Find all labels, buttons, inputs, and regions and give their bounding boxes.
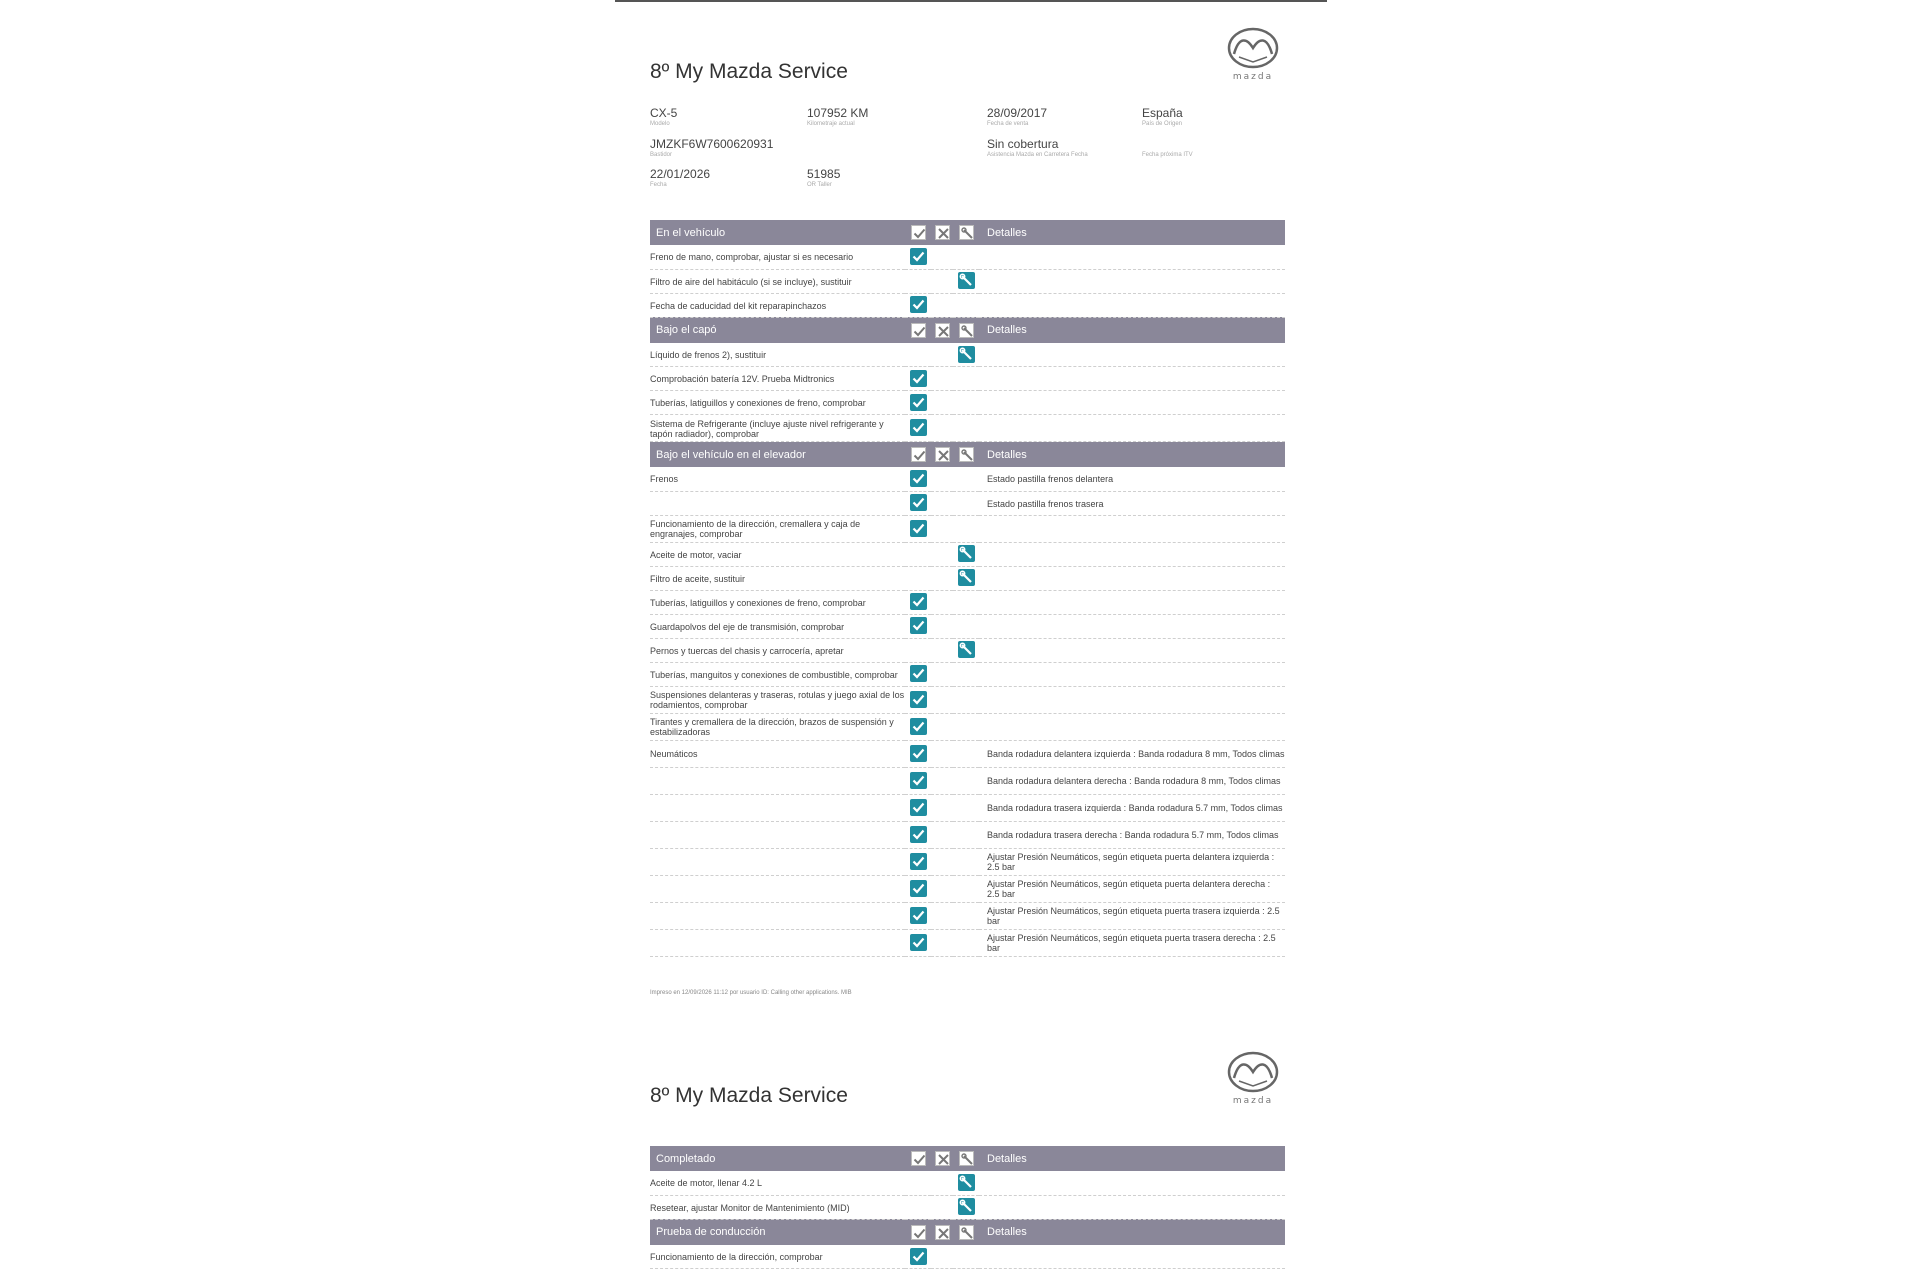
item-details: Estado pastilla frenos trasera [979,491,1285,515]
section-header [650,1146,1285,1171]
item-details [979,638,1285,662]
item-name: Aceite de motor, llenar 4.2 L [650,1171,905,1195]
item-details: Ajustar Presión Neumáticos, según etiqueta puerta trasera derecha : 2.5 bar [979,929,1285,956]
model-field: CX-5 Modelo [650,106,678,127]
status-check-icon [910,1248,927,1265]
item-name: Tuberías, manguitos y conexiones de combustible, comprobar [650,662,905,686]
table-row [650,794,1285,821]
item-name [650,929,905,956]
status-wrench-icon [958,545,975,562]
section-header [650,442,1285,468]
table-row [650,391,1285,415]
item-details [979,590,1285,614]
item-details [979,391,1285,415]
item-name: Tuberías, latiguillos y conexiones de freno, comprobar [650,590,905,614]
details-header: Detalles [979,1219,1285,1245]
wrench-icon [959,1225,974,1240]
item-name: Filtro de aceite, sustituir [650,566,905,590]
status-check-icon [910,745,927,762]
item-name: Frenos [650,467,905,491]
service-checklist [650,1146,1285,1269]
item-name [650,875,905,902]
check-icon [911,1225,926,1240]
item-details: Banda rodadura trasera derecha : Banda rodadura 5.7 mm, Todos climas [979,821,1285,848]
section-header [650,317,1285,343]
item-details [979,1171,1285,1195]
details-header: Detalles [979,1146,1285,1171]
item-details [979,662,1285,686]
status-check-icon [910,248,927,265]
coverage-field: Sin cobertura Asistencia Mazda en Carretera Fecha [987,137,1088,158]
mazda-logo-icon [1221,1050,1285,1096]
cross-icon [935,1225,950,1240]
item-name: Fecha de caducidad del kit reparapinchazos [650,293,905,317]
check-icon [911,323,926,338]
cross-icon [935,225,950,240]
status-wrench-icon [958,1174,975,1191]
status-check-icon [910,394,927,411]
item-name [650,491,905,515]
item-details: Banda rodadura trasera izquierda : Banda rodadura 5.7 mm, Todos climas [979,794,1285,821]
status-check-icon [910,907,927,924]
status-check-icon [910,617,927,634]
check-icon [911,1151,926,1166]
item-name: Suspensiones delanteras y traseras, rotulas y juego axial de los rodamientos, comprobar [650,686,905,713]
item-name: Resetear, ajustar Monitor de Mantenimiento (MID) [650,1195,905,1219]
status-check-icon [910,419,927,436]
item-details: Banda rodadura delantera izquierda : Banda rodadura 8 mm, Todos climas [979,740,1285,767]
mazda-logo-icon [1221,26,1285,72]
section-title: Prueba de conducción [650,1219,905,1245]
or-field: 51985 OR Taller [807,167,841,188]
vin-field: JMZKF6W7600620931 Bastidor [650,137,774,158]
table-row [650,1245,1285,1269]
status-check-icon [910,370,927,387]
page-title: 8º My Mazda Service [650,1084,848,1107]
details-header: Detalles [979,317,1285,343]
status-wrench-icon [958,569,975,586]
status-wrench-icon [958,346,975,363]
table-row [650,515,1285,542]
table-row [650,245,1285,269]
table-row [650,566,1285,590]
item-details [979,415,1285,442]
item-name [650,902,905,929]
item-details: Ajustar Presión Neumáticos, según etiqueta puerta trasera izquierda : 2.5 bar [979,902,1285,929]
item-name: Tuberías, latiguillos y conexiones de freno, comprobar [650,391,905,415]
item-details: Ajustar Presión Neumáticos, según etiqueta puerta delantera izquierda : 2.5 bar [979,848,1285,875]
wrench-icon [959,225,974,240]
status-check-icon [910,826,927,843]
coverage-end-field: Fecha próxima ITV [1142,152,1193,158]
item-details [979,1195,1285,1219]
section-title: En el vehículo [650,220,905,245]
status-check-icon [910,593,927,610]
table-row [650,367,1285,391]
item-details [979,1245,1285,1269]
item-name: Comprobación batería 12V. Prueba Midtronics [650,367,905,391]
cross-icon [935,323,950,338]
item-details [979,293,1285,317]
table-row [650,415,1285,442]
item-details [979,614,1285,638]
status-check-icon [910,772,927,789]
cross-icon [935,447,950,462]
table-row [650,902,1285,929]
table-row [650,713,1285,740]
mazda-wordmark: mazda [1232,72,1274,82]
section-header [650,1219,1285,1245]
section-title: Bajo el capó [650,317,905,343]
item-details: Banda rodadura delantera derecha : Banda rodadura 8 mm, Todos climas [979,767,1285,794]
item-name: Funcionamiento de la dirección, cremallera y caja de engranajes, comprobar [650,515,905,542]
item-name: Guardapolvos del eje de transmisión, comprobar [650,614,905,638]
mazda-logo [1221,26,1285,82]
cross-icon [935,1151,950,1166]
item-name [650,848,905,875]
item-details [979,686,1285,713]
table-row [650,590,1285,614]
details-header: Detalles [979,220,1285,245]
status-wrench-icon [958,1198,975,1215]
section-header [650,220,1285,245]
item-details: Estado pastilla frenos delantera [979,467,1285,491]
item-details [979,269,1285,293]
status-check-icon [910,691,927,708]
item-details [979,245,1285,269]
item-details [979,713,1285,740]
status-wrench-icon [958,641,975,658]
item-name: Sistema de Refrigerante (incluye ajuste nivel refrigerante y tapón radiador), comprobar [650,415,905,442]
wrench-icon [959,323,974,338]
status-check-icon [910,665,927,682]
item-name: Freno de mano, comprobar, ajustar si es necesario [650,245,905,269]
vehicle-info [650,106,1285,196]
table-row [650,491,1285,515]
item-details [979,343,1285,367]
sale-date-field: 28/09/2017 Fecha de venta [987,106,1048,127]
date-field: 22/01/2026 Fecha [650,167,711,188]
status-check-icon [910,520,927,537]
item-name: Aceite de motor, vaciar [650,542,905,566]
status-check-icon [910,470,927,487]
item-name: Pernos y tuercas del chasis y carrocería, apretar [650,638,905,662]
check-icon [911,447,926,462]
table-row [650,848,1285,875]
status-check-icon [910,799,927,816]
table-row [650,1171,1285,1195]
table-row [650,740,1285,767]
item-name [650,794,905,821]
section-title: Completado [650,1146,905,1171]
table-row [650,467,1285,491]
table-row [650,343,1285,367]
table-row [650,875,1285,902]
item-details [979,515,1285,542]
item-name: Tirantes y cremallera de la dirección, brazos de suspensión y estabilizadoras [650,713,905,740]
mazda-logo [1221,1050,1285,1106]
table-row [650,638,1285,662]
table-row [650,662,1285,686]
mazda-wordmark: mazda [1232,1096,1274,1106]
table-row [650,929,1285,956]
item-name [650,767,905,794]
table-row [650,293,1285,317]
item-name: Funcionamiento de la dirección, comprobar [650,1245,905,1269]
check-icon [911,225,926,240]
wrench-icon [959,447,974,462]
country-field: España País de Origen [1142,106,1183,127]
item-name [650,821,905,848]
status-check-icon [910,880,927,897]
service-checklist [650,220,1285,957]
section-title: Bajo el vehículo en el elevador [650,442,905,468]
item-details [979,542,1285,566]
item-details [979,566,1285,590]
item-name: Líquido de frenos 2), sustituir [650,343,905,367]
table-row [650,614,1285,638]
km-field: 107952 KM Kilometraje actual [807,106,869,127]
table-row [650,767,1285,794]
table-row [650,1195,1285,1219]
status-check-icon [910,934,927,951]
item-details [979,367,1285,391]
status-check-icon [910,494,927,511]
item-details: Ajustar Presión Neumáticos, según etiqueta puerta delantera derecha : 2.5 bar [979,875,1285,902]
details-header: Detalles [979,442,1285,468]
status-check-icon [910,718,927,735]
status-check-icon [910,853,927,870]
table-row [650,269,1285,293]
item-name: Neumáticos [650,740,905,767]
status-check-icon [910,296,927,313]
table-row [650,821,1285,848]
page-top-border [615,0,1327,2]
status-wrench-icon [958,272,975,289]
table-row [650,542,1285,566]
wrench-icon [959,1151,974,1166]
page-title: 8º My Mazda Service [650,60,848,83]
print-footer: Impreso en 12/09/2026 11:12 por usuario ID: Calling other applications. MIB [650,990,852,996]
item-name: Filtro de aire del habitáculo (si se incluye), sustituir [650,269,905,293]
table-row [650,686,1285,713]
